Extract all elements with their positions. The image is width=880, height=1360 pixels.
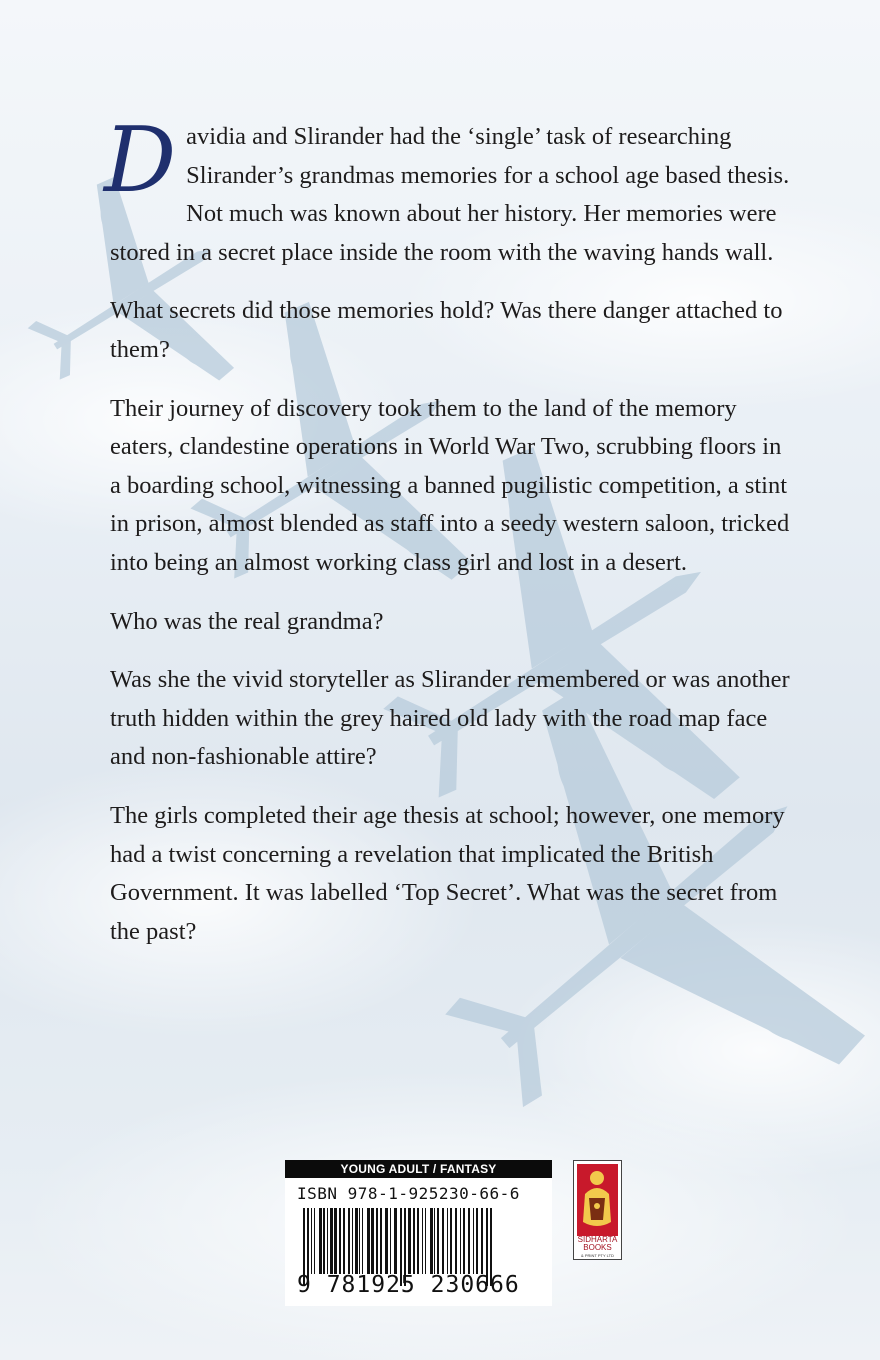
drop-cap: D: [104, 108, 177, 213]
blurb-paragraph-1: [104, 108, 790, 272]
blurb-paragraph-4: Who was the real grandma?: [110, 607, 384, 635]
blurb-paragraph-3: Their journey of discovery took them to the land of the memory eaters, clandestine operations in World War Two, scrubbing floors in a boarding school, witnessing a banned pugilistic competition, a stint in prison, almost blended as staff into a seedy western saloon, tricked into being an almost working class girl and lost in a desert.: [110, 394, 790, 576]
publisher-name: SIDHARTA BOOKS: [577, 1235, 618, 1252]
ean-digits: 9 781925 230666: [297, 1272, 520, 1298]
publisher-emblem: [577, 1164, 618, 1236]
isbn-text: ISBN 978-1-925230-66-6: [297, 1184, 520, 1203]
blurb-paragraph-2: What secrets did those memories hold? Was there danger attached to them?: [110, 297, 783, 363]
blurb-paragraph-6: The girls completed their age thesis at school; however, one memory had a twist concerning a revelation that implicated the British Government. It was labelled ‘Top Secret’. What was the secret from the past?: [110, 801, 785, 945]
genre-label: YOUNG ADULT / FANTASY: [285, 1160, 552, 1178]
publisher-subline: & PRINT PTY LTD: [581, 1253, 614, 1258]
publisher-logo: [573, 1160, 622, 1260]
paragraph-text: avidia and Slirander had the ‘single’ task of researching Slirander’s grandmas memories for a school age based thesis. Not much was known about her history. Her memories were stored in a secret place inside the room with the waving hands wall.: [110, 123, 790, 266]
back-cover-blurb: [104, 108, 790, 971]
isbn-barcode: [285, 1160, 552, 1306]
blurb-paragraph-5: Was she the vivid storyteller as Slirander remembered or was another truth hidden within the grey haired old lady with the road map face and non-fashionable attire?: [110, 666, 790, 771]
